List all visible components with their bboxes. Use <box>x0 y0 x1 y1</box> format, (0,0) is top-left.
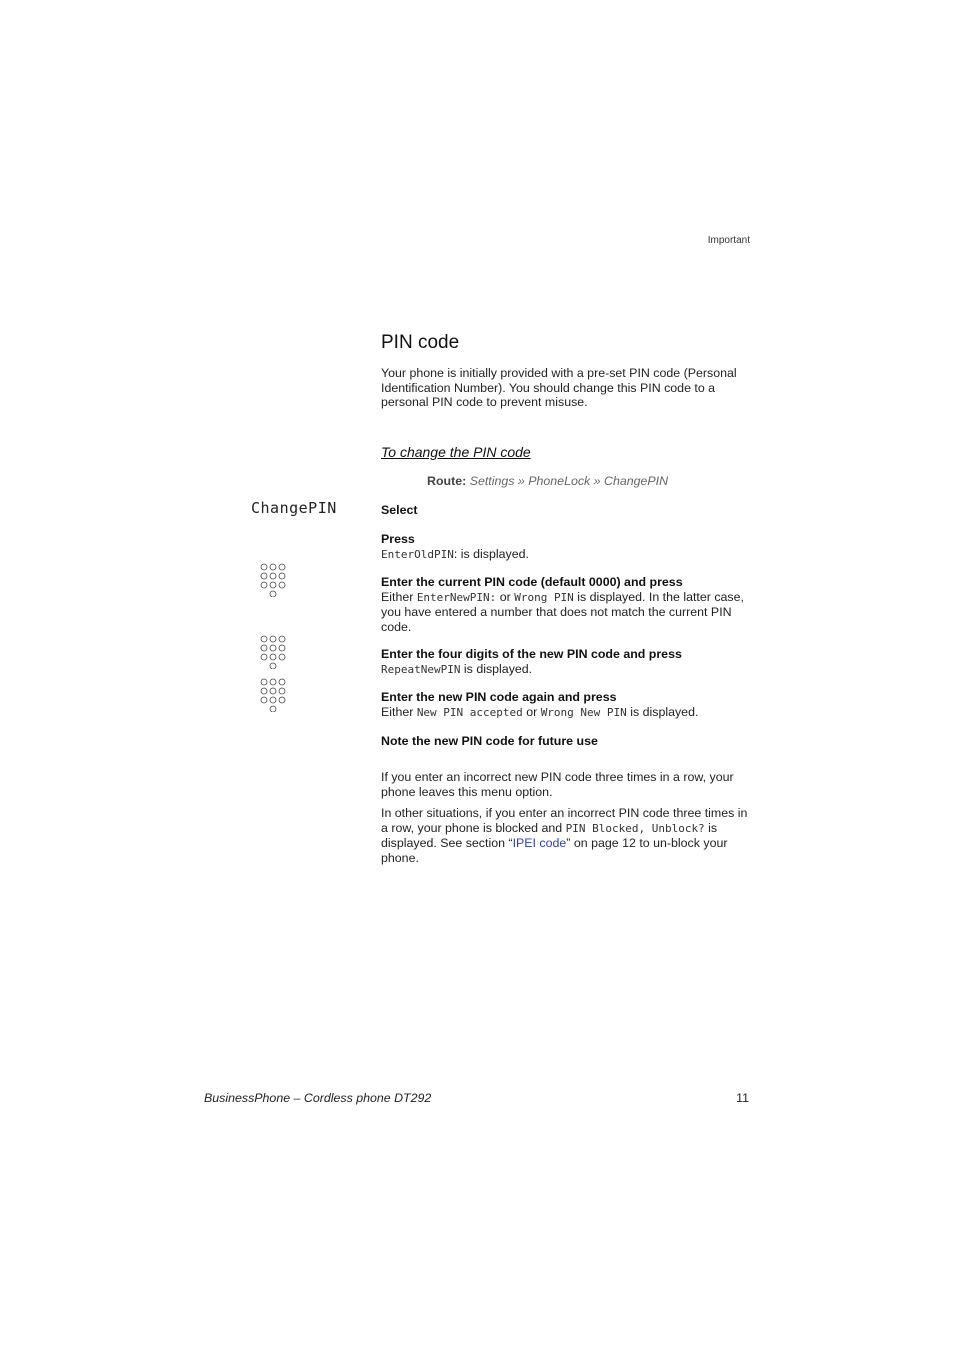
description-text: or <box>522 704 541 719</box>
subheading-change-pin: To change the PIN code <box>381 444 531 460</box>
lcd-menu-text: ChangePIN <box>251 499 337 517</box>
step-enter-new-pin-again <box>381 690 751 720</box>
note-paragraph-2 <box>381 806 751 865</box>
ipei-code-link[interactable]: IPEI code <box>512 836 567 851</box>
description-text: is displayed. <box>626 704 699 719</box>
display-text: EnterOldPIN <box>381 547 454 561</box>
page-number: 11 <box>736 1091 749 1105</box>
step-description <box>381 590 751 635</box>
step-description <box>381 705 751 721</box>
display-text: RepeatNewPIN <box>381 662 461 676</box>
step-enter-new-pin <box>381 647 751 677</box>
keypad-icon <box>260 635 286 669</box>
note-paragraph-1: If you enter an incorrect new PIN code three times in a row, your phone leaves this menu option. <box>381 770 734 799</box>
step-select <box>381 503 751 518</box>
route-value: Settings » PhoneLock » ChangePIN <box>469 474 669 488</box>
keypad-icon <box>260 563 286 597</box>
page-title: PIN code <box>381 332 460 353</box>
description-text: is displayed. In the latter case, you have entered a number that does not match the current PIN code. <box>381 589 744 634</box>
note-text: In other situations, if you enter an incorrect PIN code three times in a row, your phone is blocked and <box>381 806 748 835</box>
step-description <box>381 662 751 678</box>
display-text: Wrong New PIN <box>540 705 627 719</box>
step-press <box>381 532 751 562</box>
step-title: Note the new PIN code for future use <box>381 734 598 748</box>
step-title: Select <box>381 503 418 517</box>
footer-title: BusinessPhone – Cordless phone DT292 <box>204 1091 432 1105</box>
step-enter-current-pin <box>381 575 751 634</box>
intro-paragraph: Your phone is initially provided with a pre-set PIN code (Personal Identification Number). You should change this PIN code to a personal PIN code to prevent misuse. <box>381 366 737 410</box>
step-description <box>381 547 751 563</box>
step-title: Press <box>381 532 415 546</box>
display-text: Wrong PIN <box>514 590 574 604</box>
description-text: : is displayed. <box>453 546 529 561</box>
display-text: New PIN accepted <box>416 705 523 719</box>
display-text: EnterNewPIN: <box>416 590 497 604</box>
step-title: Enter the current PIN code (default 0000) and press <box>381 575 683 589</box>
display-text: PIN Blocked, Unblock? <box>565 821 705 835</box>
description-text: or <box>496 589 515 604</box>
route-label: Route: <box>427 474 467 488</box>
step-note-pin <box>381 734 751 749</box>
description-text: Either <box>381 589 417 604</box>
note-text: is displayed. See section “ <box>381 820 718 851</box>
section-header: Important <box>707 235 750 246</box>
step-title: Enter the new PIN code again and press <box>381 690 617 704</box>
description-text: Either <box>381 704 417 719</box>
note-text: ” on page 12 to un-block your phone. <box>381 836 728 865</box>
step-title: Enter the four digits of the new PIN code and press <box>381 647 682 661</box>
keypad-icon <box>260 678 286 712</box>
route-line <box>427 474 668 488</box>
description-text: is displayed. <box>460 661 533 676</box>
